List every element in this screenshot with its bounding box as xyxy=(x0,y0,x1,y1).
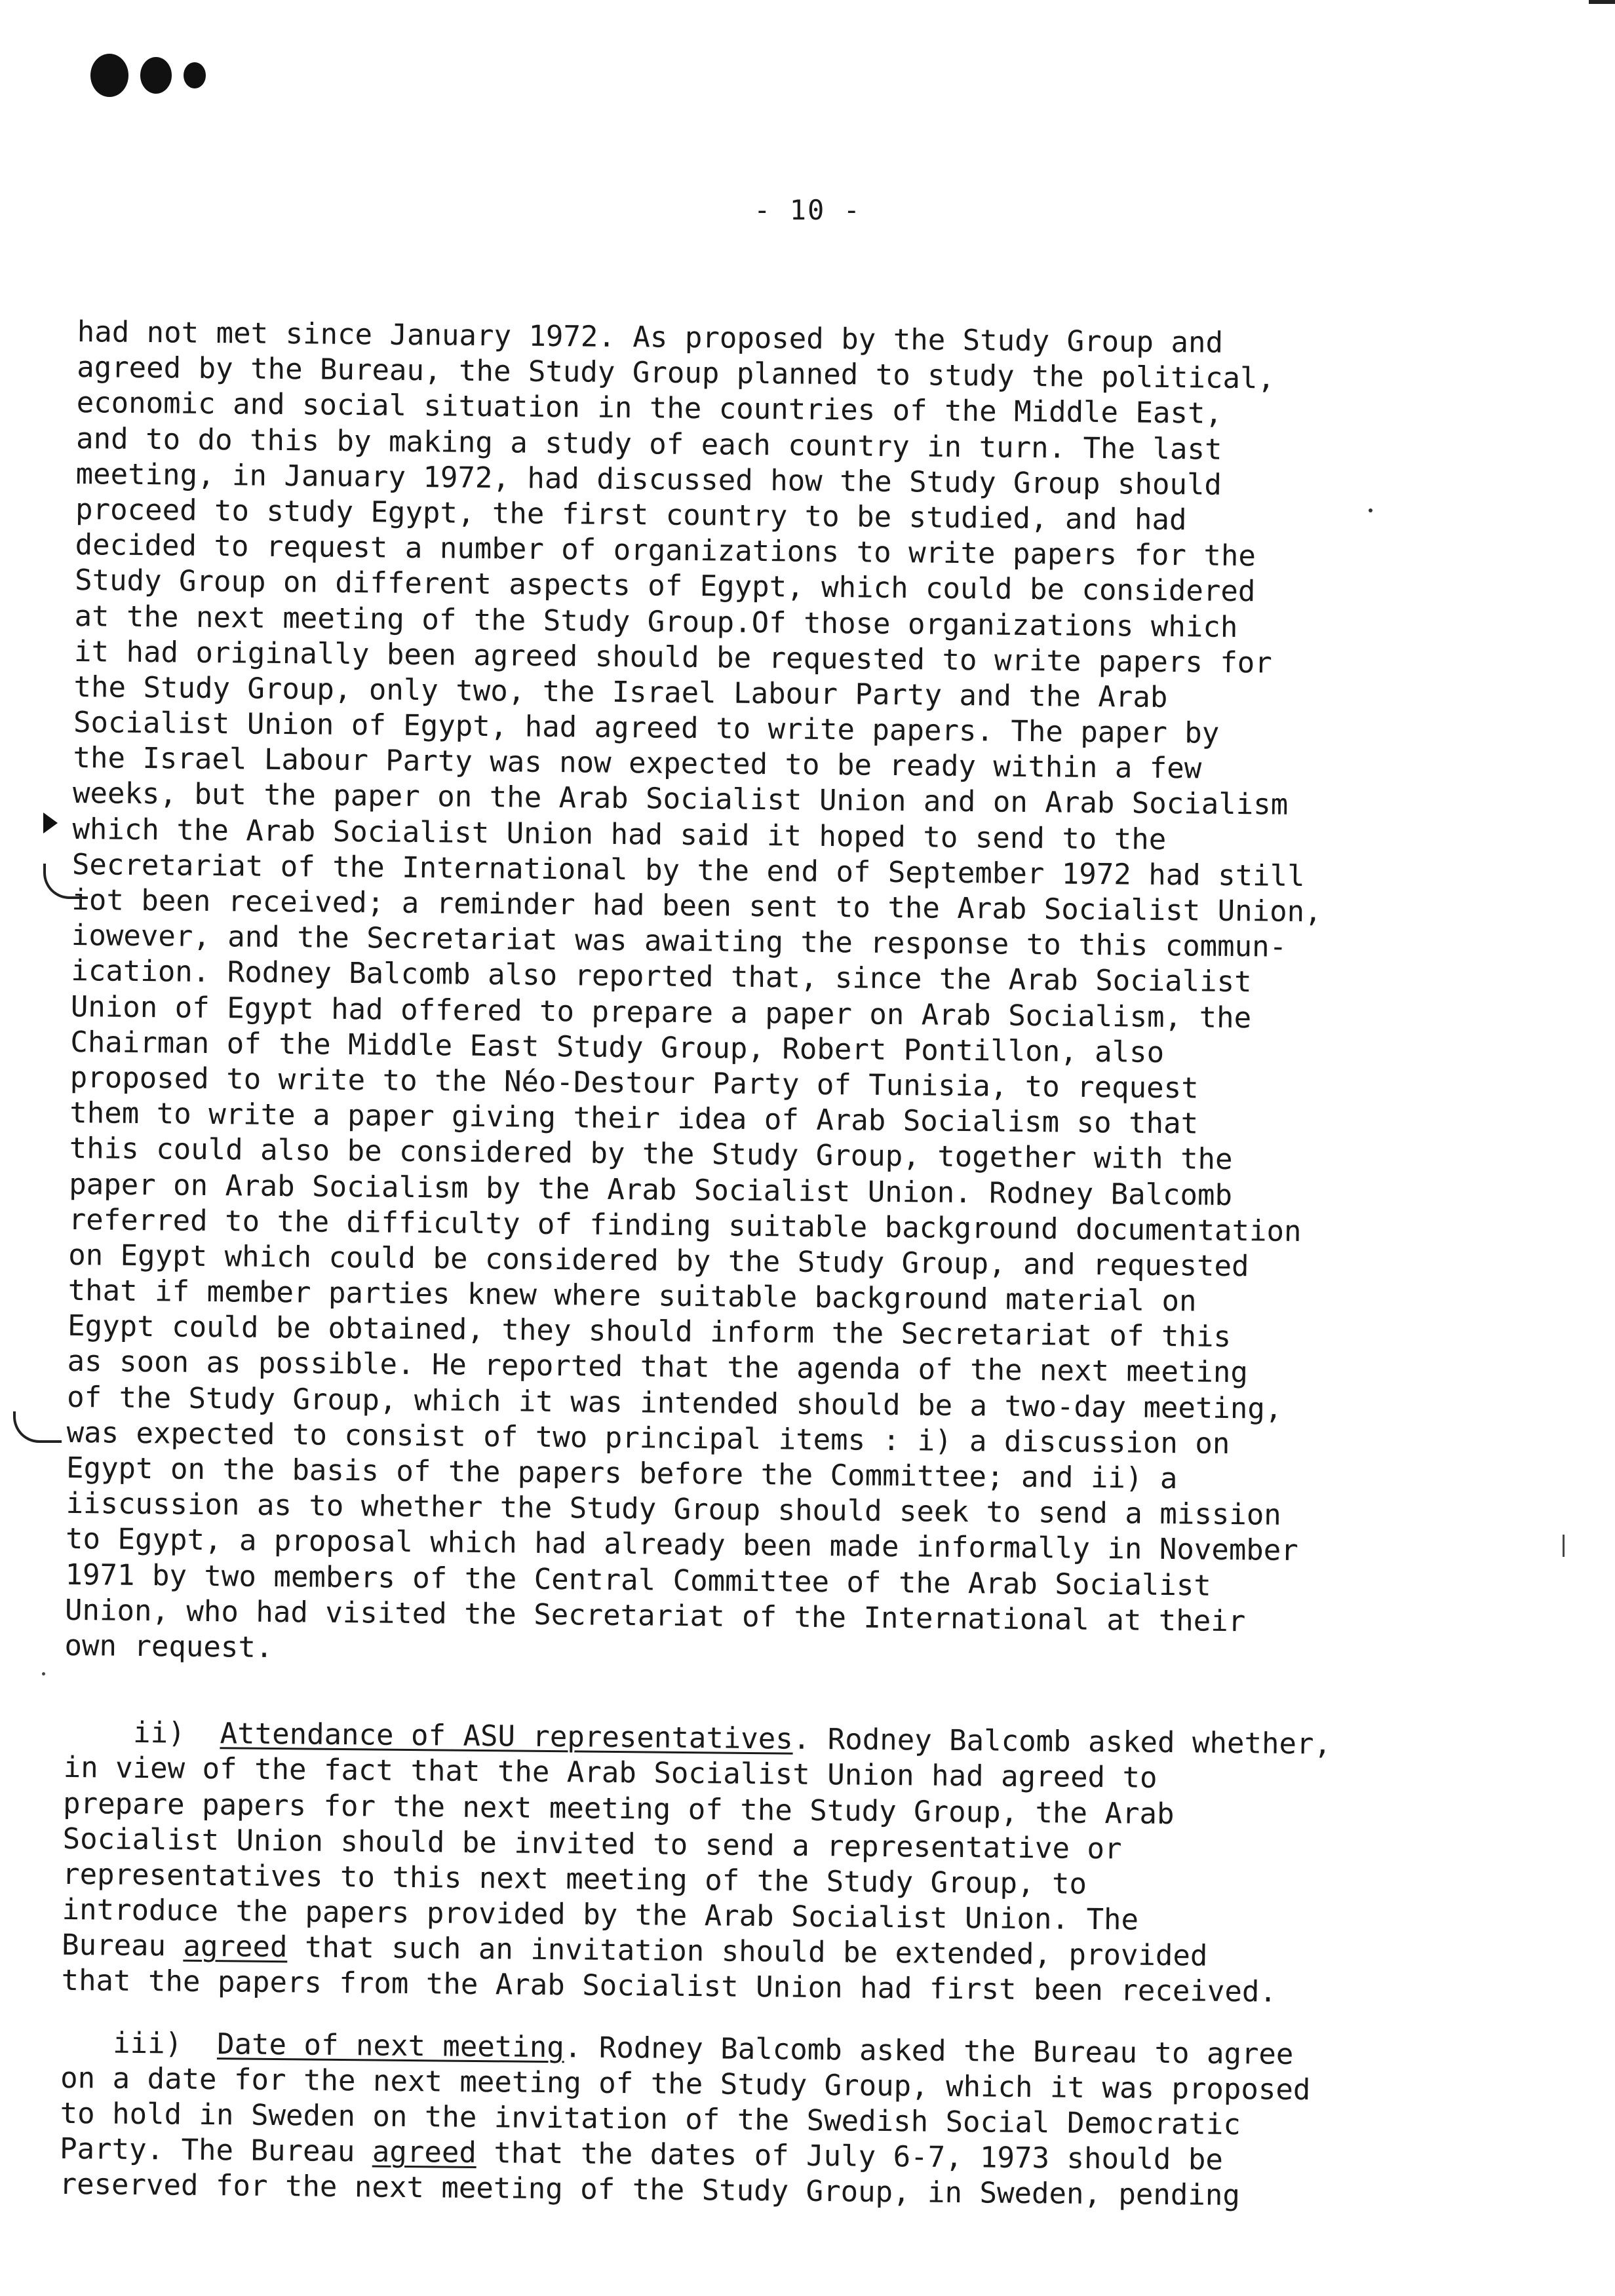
text-line: decided to request a number of organizations to write papers for the xyxy=(75,528,1256,573)
text-run: Party. The Bureau xyxy=(59,2132,373,2169)
text-line: iiscussion as to whether the Study Group should seek to send a mission xyxy=(66,1487,1282,1532)
stray-mark xyxy=(42,1672,45,1675)
text-line: at the next meeting of the Study Group.Of those organizations which xyxy=(74,599,1238,644)
text-line: iowever, and the Secretariat was awaiting the response to this commun- xyxy=(71,919,1287,964)
margin-bracket-mark xyxy=(13,1411,62,1443)
text-line: them to write a paper giving their idea of Arab Socialism so that xyxy=(69,1096,1199,1141)
underlined-word: agreed xyxy=(372,2135,477,2170)
text-run: . Rodney Balcomb asked whether, xyxy=(792,1722,1332,1761)
section-heading: Attendance of ASU representatives xyxy=(220,1717,794,1756)
underlined-word: agreed xyxy=(183,1929,288,1964)
text-line: Union of Egypt had offered to prepare a paper on Arab Socialism, the xyxy=(70,989,1252,1035)
margin-arrow-mark xyxy=(43,813,58,833)
text-line: which the Arab Socialist Union had said it hoped to send to the xyxy=(72,812,1167,856)
text-line: was expected to consist of two principal items : i) a discussion on xyxy=(66,1415,1230,1461)
text-run: . Rodney Balcomb asked the Bureau to agree xyxy=(564,2030,1294,2071)
stray-mark xyxy=(1369,508,1372,512)
text-line: ication. Rodney Balcomb also reported that, since the Arab Socialist xyxy=(71,954,1252,999)
text-line: the Study Group, only two, the Israel Labour Party and the Arab xyxy=(73,670,1168,714)
text-line: proceed to study Egypt, the first country to be studied, and had xyxy=(75,492,1187,537)
text-line: on a date for the next meeting of the Study Group, which it was proposed xyxy=(60,2061,1311,2107)
text-run: that such an invitation should be extended, provided xyxy=(287,1930,1208,1973)
text-line: this could also be considered by the Study Group, together with the xyxy=(69,1132,1233,1177)
text-line: to Egypt, a proposal which had already been made informally in November xyxy=(65,1522,1299,1568)
text-line: that the papers from the Arab Socialist Union had first been received. xyxy=(61,1964,1277,2010)
ink-dot xyxy=(184,62,206,88)
text-line: of the Study Group, which it was intended should be a two-day meeting, xyxy=(66,1380,1283,1426)
text-line: weeks, but the paper on the Arab Socialist Union and on Arab Socialism xyxy=(72,776,1289,822)
paragraph-attendance xyxy=(61,1715,1460,2012)
text-line: meeting, in January 1972, had discussed how the Study Group should xyxy=(75,457,1222,502)
item-number: ii) xyxy=(63,1715,220,1751)
text-line: prepare papers for the next meeting of the Study Group, the Arab xyxy=(62,1786,1175,1831)
paragraph-continuation xyxy=(64,315,1473,1677)
text-line: introduce the papers provided by the Arab Socialist Union. The xyxy=(62,1892,1139,1937)
margin-bracket-mark xyxy=(43,864,88,899)
text-line: in view of the fact that the Arab Socialist Union had agreed to xyxy=(63,1751,1158,1795)
text-line: on Egypt which could be considered by the Study Group, and requested xyxy=(68,1238,1249,1284)
text-line: as soon as possible. He reported that the agenda of the next meeting xyxy=(67,1345,1249,1390)
text-line: reserved for the next meeting of the Study Group, in Sweden, pending xyxy=(59,2168,1241,2213)
text-line: and to do this by making a study of each country in turn. The last xyxy=(75,421,1222,467)
text-line: the Israel Labour Party was now expected to be ready within a few xyxy=(73,741,1202,786)
text-line: that if member parties knew where suitable background material on xyxy=(68,1273,1197,1318)
page-number: - 10 - xyxy=(754,194,861,226)
punch-dots xyxy=(90,52,206,98)
text-line: 1971 by two members of the Central Committee of the Arab Socialist xyxy=(65,1558,1212,1603)
ink-dot xyxy=(140,57,172,94)
text-line: to hold in Sweden on the invitation of the Swedish Social Democratic xyxy=(60,2096,1241,2142)
text-line: Secretariat of the International by the end of September 1972 had still xyxy=(71,847,1305,893)
text-line: Socialist Union should be invited to send a representative or xyxy=(62,1822,1122,1866)
item-number: iii) xyxy=(60,2025,218,2061)
text-line: Chairman of the Middle East Study Group, Robert Pontillon, also xyxy=(70,1025,1165,1069)
text-line: proposed to write to the Néo-Destour Party of Tunisia, to request xyxy=(69,1060,1199,1105)
text-line: Socialist Union of Egypt, had agreed to write papers. The paper by xyxy=(73,706,1220,750)
text-line: Egypt could be obtained, they should inform the Secretariat of this xyxy=(67,1309,1232,1354)
text-line: agreed by the Bureau, the Study Group planned to study the political, xyxy=(76,351,1275,396)
text-line: Union, who had visited the Secretariat of the International at their xyxy=(64,1593,1246,1638)
text-run: Bureau xyxy=(61,1928,184,1963)
text-line: representatives to this next meeting of the Study Group, to xyxy=(62,1857,1087,1901)
text-line: it had originally been agreed should be requested to write papers for xyxy=(73,634,1273,680)
text-line: had not met since January 1972. As proposed by the Study Group and xyxy=(77,315,1224,360)
text-line: Study Group on different aspects of Egypt, which could be considered xyxy=(74,564,1256,609)
stray-mark xyxy=(1563,1535,1565,1557)
text-line: own request. xyxy=(64,1628,273,1664)
text-line: referred to the difficulty of finding suitable background documentation xyxy=(68,1202,1302,1248)
text-line: Egypt on the basis of the papers before the Committee; and ii) a xyxy=(66,1451,1178,1496)
section-heading: Date of next meeting xyxy=(216,2027,565,2064)
text-line: paper on Arab Socialism by the Arab Socialist Union. Rodney Balcomb xyxy=(69,1167,1233,1212)
document-body xyxy=(59,315,1473,2216)
text-run: that the dates of July 6-7, 1973 should be xyxy=(476,2136,1224,2177)
ink-dot xyxy=(90,54,128,97)
edge-mark xyxy=(1589,0,1615,4)
text-line: economic and social situation in the countries of the Middle East, xyxy=(76,386,1223,431)
paragraph-next-meeting xyxy=(59,2025,1457,2216)
text-line: iot been received; a reminder had been sent to the Arab Socialist Union, xyxy=(71,883,1322,929)
